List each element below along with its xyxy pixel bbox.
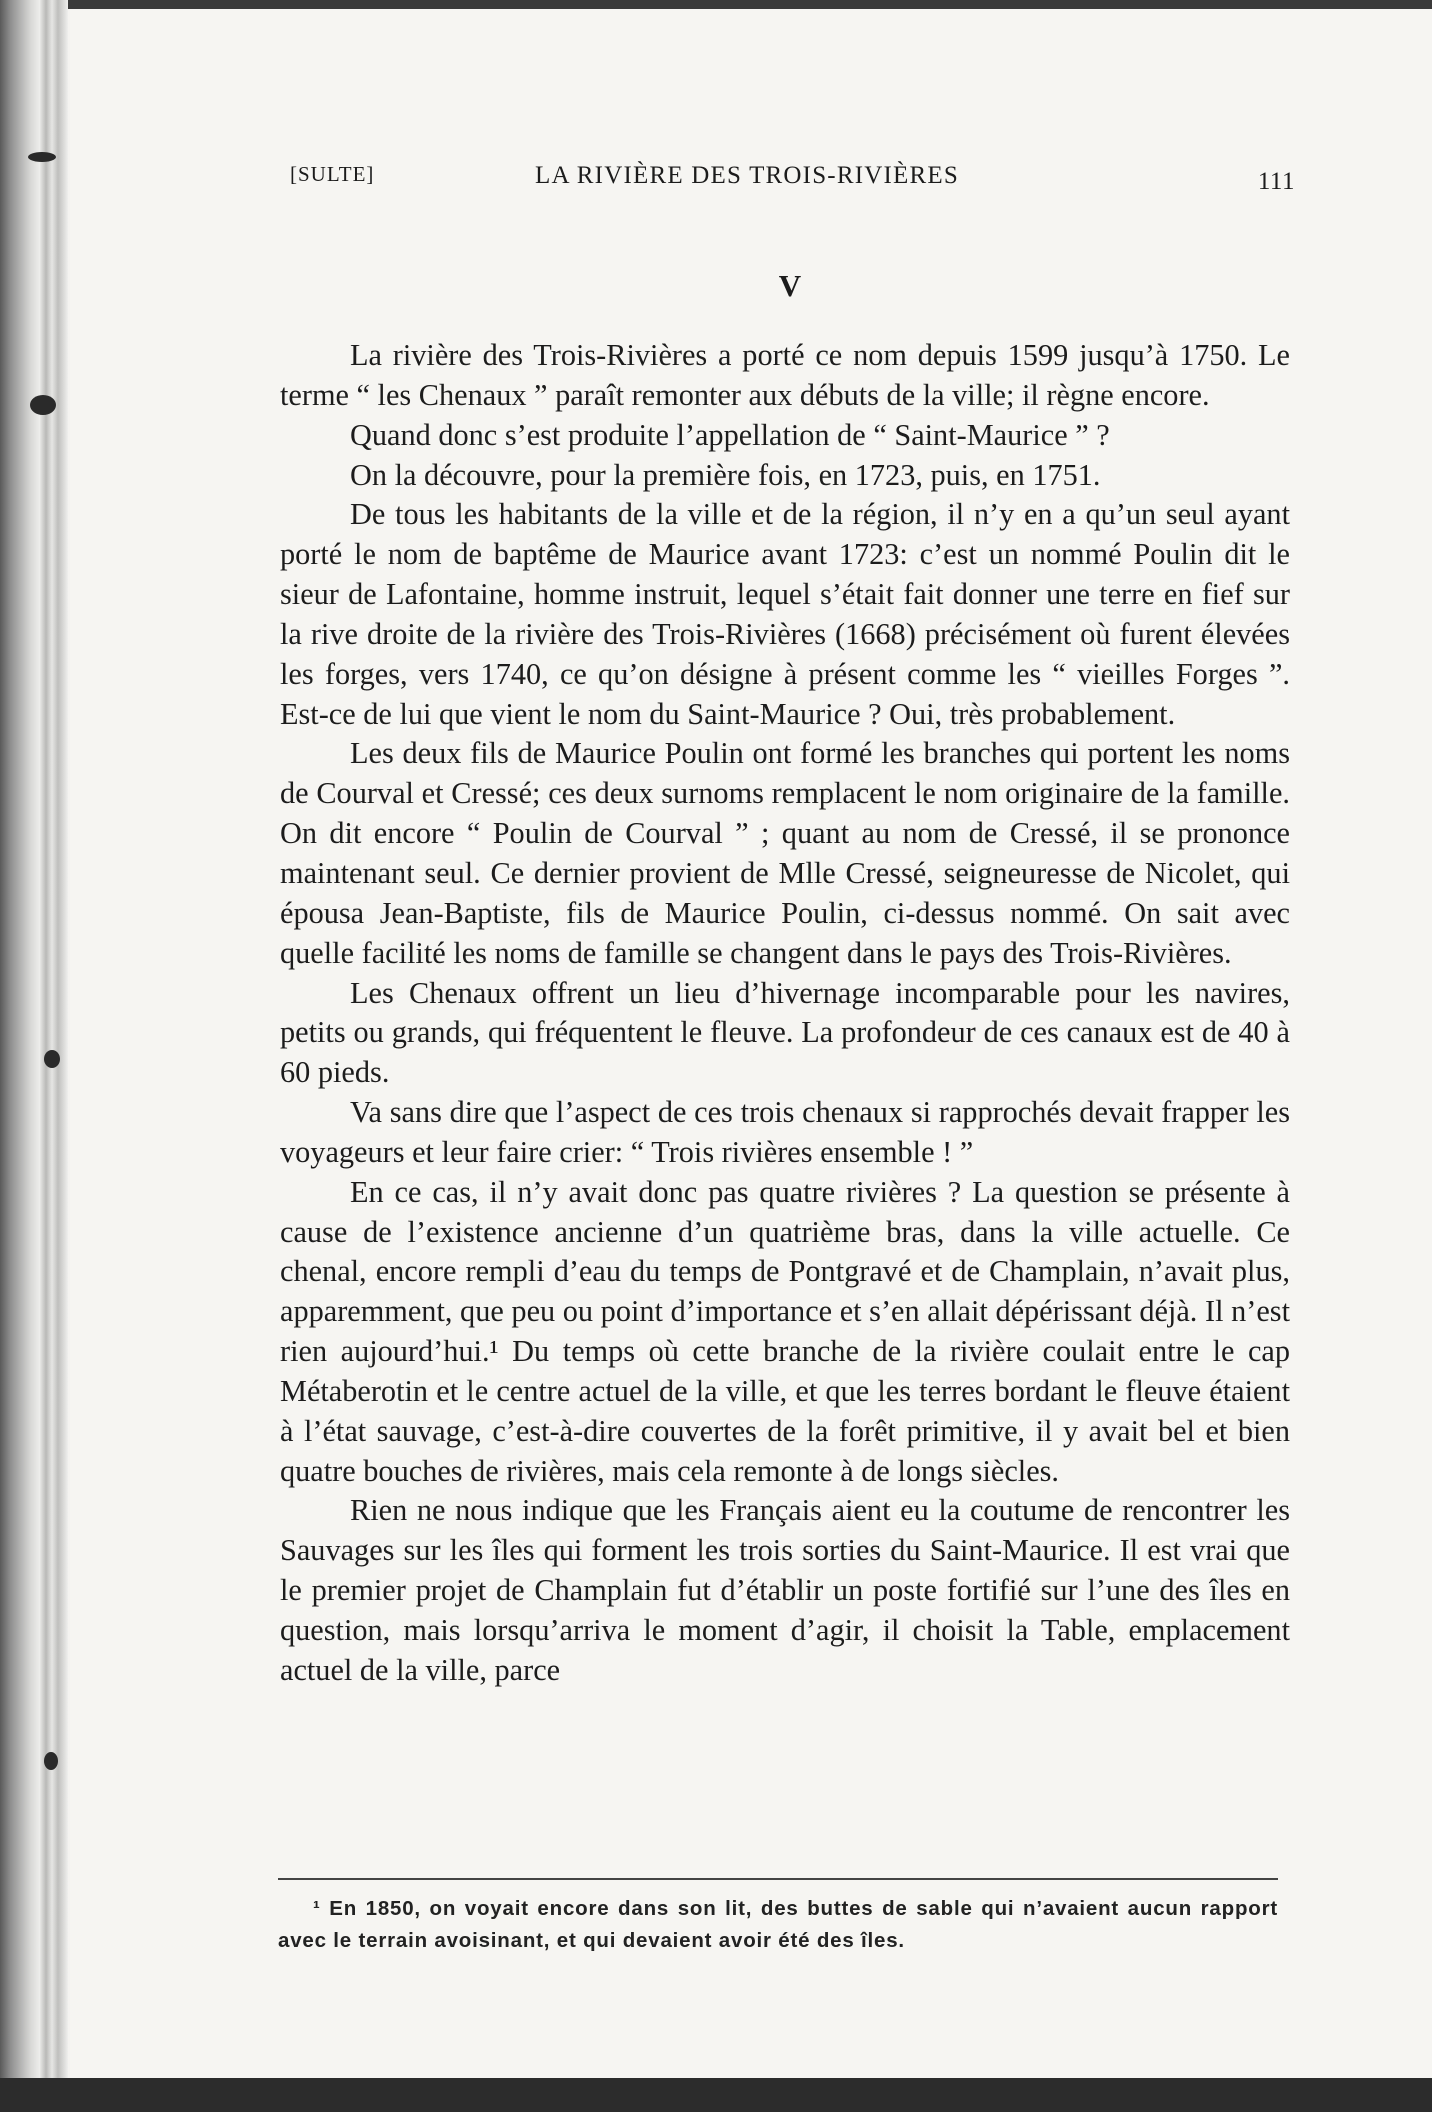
scan-left-edge	[0, 0, 40, 2112]
paragraph: La rivière des Trois-Rivières a porté ce nom depuis 1599 jusqu’à 1750. Le terme “ les Chenaux ” paraît remonter aux débuts de la ville; il règne encore.	[280, 338, 1290, 412]
book-binding	[40, 0, 68, 2078]
footnote-rule	[278, 1878, 1278, 1880]
scan-top-edge	[0, 0, 1432, 9]
scan-bottom-edge	[0, 2078, 1432, 2112]
binding-mark	[44, 1050, 60, 1068]
binding-mark	[28, 152, 56, 162]
paragraph: Les deux fils de Maurice Poulin ont formé les branches qui portent les noms de Courval et Cressé; ces deux surnoms remplacent le nom originaire de la famille. On dit encore “ Poulin de Courval ” ; quant au nom de Cressé, il se prononce maintenant seul. Ce dernier provient de Mlle Cressé, seigneuresse de Nicolet, qui épousa Jean-Baptiste, fils de Maurice Poulin, ci-dessus nommé. On sait avec quelle facilité les noms de famille se changent dans le pays des Trois-Rivières.	[280, 736, 1290, 970]
running-header-title: LA RIVIÈRE DES TROIS-RIVIÈRES	[535, 162, 959, 189]
paragraph: De tous les habitants de la ville et de la région, il n’y en a qu’un seul ayant porté le nom de baptême de Maurice avant 1723: c’est un nommé Poulin dit le sieur de Lafontaine, homme instruit, lequel s’était fait donner une terre en fief sur la rive droite de la rivière des Trois-Rivières (1668) précisément où furent élevées les forges, vers 1740, ce qu’on désigne à présent comme les “ vieilles Forges ”. Est-ce de lui que vient le nom du Saint-Maurice ? Oui, très probablement.	[280, 497, 1290, 731]
paragraph: Va sans dire que l’aspect de ces trois chenaux si rapprochés devait frapper les voyageurs et leur faire crier: “ Trois rivières ensemble ! ”	[280, 1095, 1290, 1169]
paragraph: Les Chenaux offrent un lieu d’hivernage incomparable pour les navires, petits ou grands, qui fréquentent le fleuve. La profondeur de ces canaux est de 40 à 60 pieds.	[280, 975, 1290, 1090]
footnote	[278, 1893, 1278, 1957]
paragraph: Quand donc s’est produite l’appellation de “ Saint-Maurice ” ?	[350, 417, 1110, 452]
binding-mark	[30, 395, 56, 415]
running-header-author: [SULTE]	[290, 162, 375, 186]
footnote-text: ¹ En 1850, on voyait encore dans son lit, des buttes de sable qui n’avaient aucun rapport avec le terrain avoisinant, et qui devaient avoir été des îles.	[278, 1897, 1278, 1952]
section-numeral: V	[778, 268, 802, 303]
paragraph: Rien ne nous indique que les Français aient eu la coutume de rencontrer les Sauvages sur les îles qui forment les trois sorties du Saint-Maurice. Il est vrai que le premier projet de Champlain fut d’établir un poste fortifié sur l’une des îles en question, mais lorsqu’arriva le moment d’agir, il choisit la Table, emplacement actuel de la ville, parce	[280, 1493, 1290, 1687]
paragraph: En ce cas, il n’y avait donc pas quatre rivières ? La question se présente à cause de l’existence ancienne d’un quatrième bras, dans la ville actuelle. Ce chenal, encore rempli d’eau du temps de Pontgravé et de Champlain, n’avait plus, apparemment, que peu ou point d’importance et s’en allait dépérissant déjà. Il n’est rien aujourd’hui.¹ Du temps où cette branche de la rivière coulait entre le cap Métaberotin et le centre actuel de la ville, et que les terres bordant le fleuve étaient à l’état sauvage, c’est-à-dire couvertes de la forêt primitive, il y avait bel et bien quatre bouches de rivières, mais cela remonte à de longs siècles.	[280, 1174, 1290, 1488]
running-header	[290, 162, 1295, 202]
body-text	[280, 336, 1290, 1691]
binding-mark	[44, 1752, 58, 1770]
paragraph: On la découvre, pour la première fois, en 1723, puis, en 1751.	[350, 457, 1101, 492]
page-number: 111	[1257, 168, 1295, 195]
